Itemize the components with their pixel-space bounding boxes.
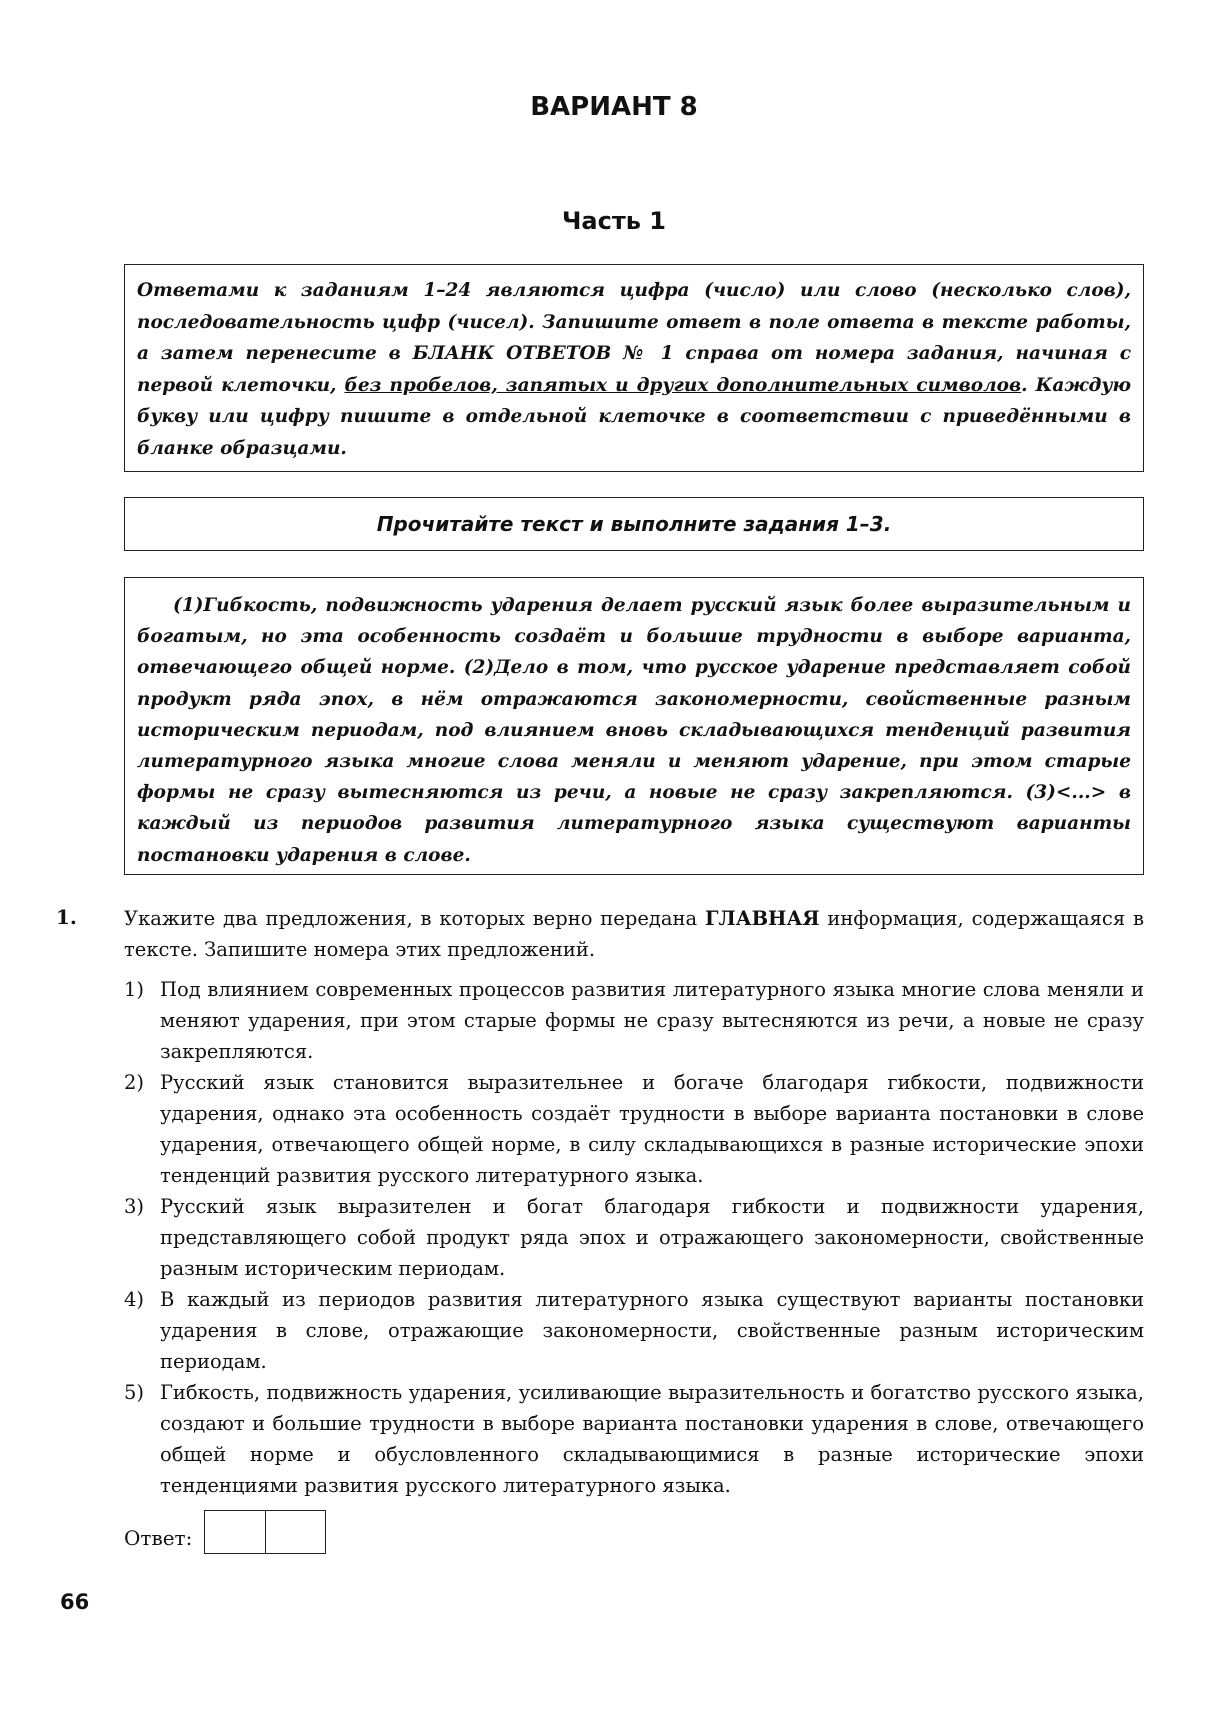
answer-cell-1[interactable] [205,1511,265,1553]
option-3 [124,1191,1144,1284]
option-2 [124,1067,1144,1191]
option-number: 4) [124,1288,145,1311]
option-text: В каждый из периодов развития литературного языка существуют варианты постановки ударения в слове, отражающие закономерности, свойственные разным историческим периодам. [160,1288,1144,1373]
instructions-underlined: без пробелов, запятых и других дополнительных символов [344,374,1022,396]
instructions-text-start: Ответами к заданиям 1–24 являются цифра (число) или слово (несколько слов), последовательность цифр (чисел). Запишите ответ в поле ответа в тексте работы, а затем перенесите в БЛАНК ОТВЕТОВ № 1 справа от номера задания, начиная с первой клеточки, [137,280,1131,396]
option-text: Под влиянием современных процессов развития литературного языка многие слова меняли и меняют ударения, при этом старые формы не сразу вытесняются из речи, а новые не сразу закрепляются. [160,978,1144,1063]
option-text: Гибкость, подвижность ударения, усиливающие выразительность и богатство русского языка, создают и большие трудности в выборе варианта постановки ударения в слове, отвечающего общей норме и обусловленного складывающимися в разные исторические эпохи тенденциями развития русского литературного языка. [160,1381,1144,1497]
variant-title: ВАРИАНТ 8 [530,92,698,122]
passage-box [124,577,1144,875]
option-1 [124,974,1144,1067]
page-number: 66 [60,1590,90,1614]
option-5 [124,1377,1144,1501]
question-stem-start: Укажите два предложения, в которых верно передана [124,907,705,930]
answer-options [124,974,1144,1501]
option-4 [124,1284,1144,1377]
instructions-text-end: . Каждую букву или цифру пишите в отдельной клеточке в соответствии с приведёнными в бланке образцами. [137,374,1131,459]
option-number: 3) [124,1195,145,1218]
instructions-text [137,275,1131,464]
passage-text: (1)Гибкость, подвижность ударения делает русский язык более выразительным и богатым, но эта особенность создаёт и большие трудности в выборе варианта, отвечающего общей норме. (2)Дело в том, что русское ударение представляет собой продукт ряда эпох, в нём отражаются закономерности, свойственные разным историческим периодам, под влиянием вновь складывающихся тенденций развития литературного языка многие слова меняли и меняют ударение, при этом старые формы не сразу вытесняются из речи, а новые не сразу закрепляются. (3)<...> в каждый из периодов развития литературного языка существуют варианты постановки ударения в слове. [137,595,1131,866]
answer-cell-2[interactable] [265,1511,325,1553]
question-number: 1. [56,905,77,929]
task-instruction: Прочитайте текст и выполните задания 1–3. [376,512,892,536]
answer-label: Ответ: [124,1526,193,1550]
instructions-box [124,264,1144,472]
task-instruction-box [124,497,1144,551]
answer-cells [204,1510,326,1554]
question-stem-emphasis: ГЛАВНАЯ [704,907,820,930]
option-text: Русский язык становится выразительнее и богаче благодаря гибкости, подвижности ударения, однако эта особенность создаёт трудности в выборе варианта постановки в слове ударения, отвечающего общей норме, в силу складывающихся в разные исторические эпохи тенденций развития русского литературного языка. [160,1071,1144,1187]
option-number: 5) [124,1381,145,1404]
part-title: Часть 1 [562,207,666,235]
option-number: 2) [124,1071,145,1094]
option-text: Русский язык выразителен и богат благодаря гибкости и подвижности ударения, представляющего собой продукт ряда эпох и отражающего закономерности, свойственные разным историческим периодам. [160,1195,1144,1280]
question-stem-end: информация, содержащаяся в тексте. Запишите номера этих предложений. [124,907,1144,961]
answer-row [124,1510,326,1554]
option-number: 1) [124,978,145,1001]
question-stem [124,903,1144,965]
